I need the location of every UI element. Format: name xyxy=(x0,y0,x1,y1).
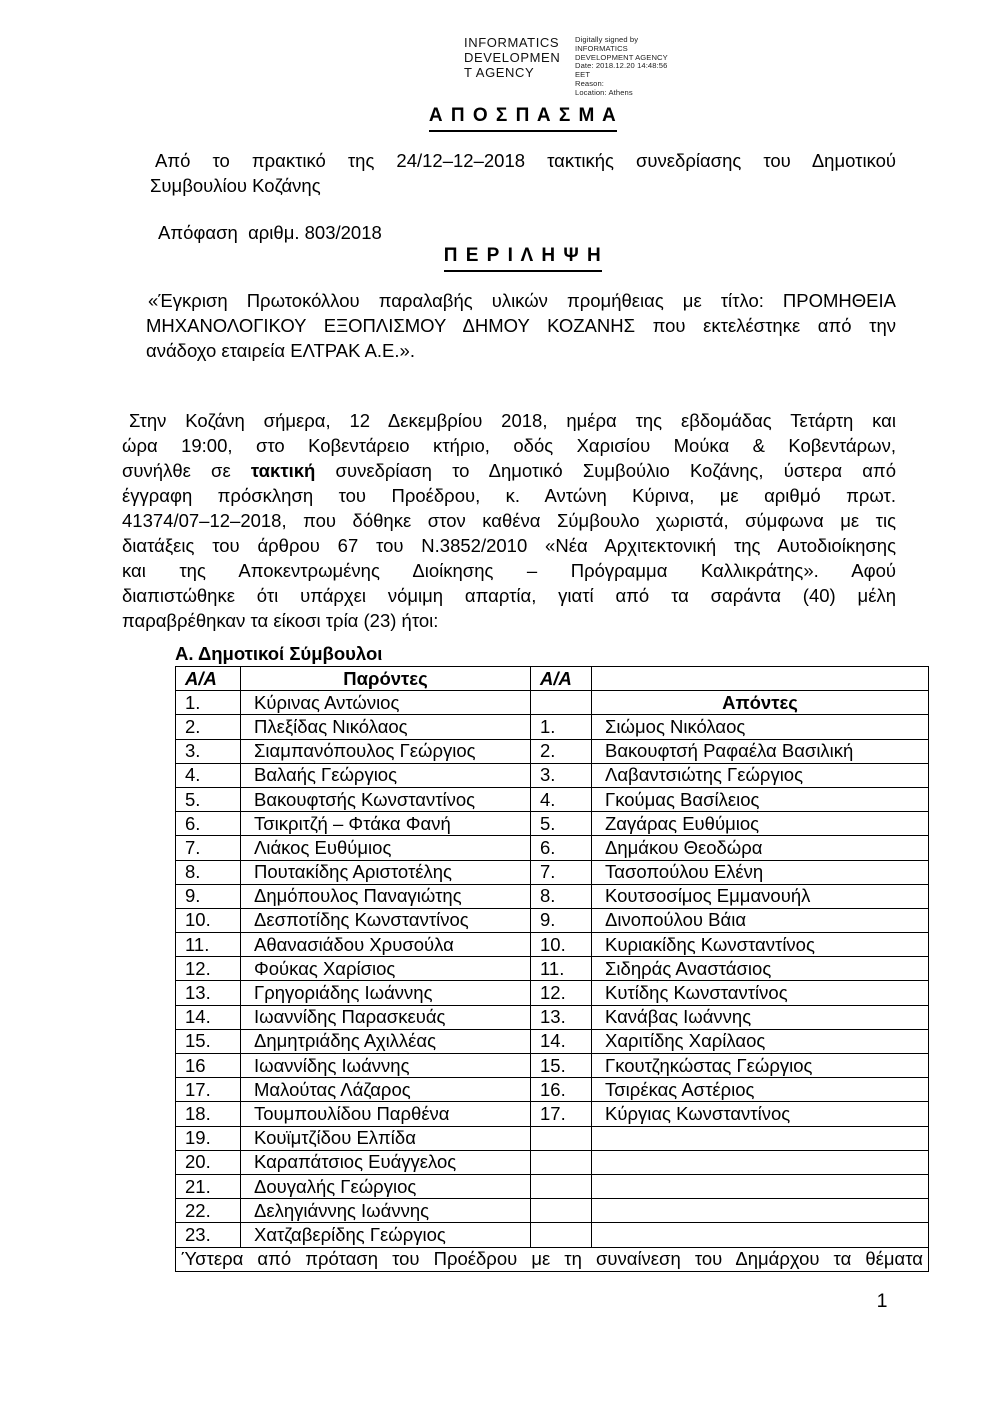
table-number-cell: 10. xyxy=(176,908,241,932)
table-number-cell: 4. xyxy=(176,763,241,787)
signature-line: DEVELOPMENT AGENCY xyxy=(575,52,668,62)
table-name-cell: Βακουφτσή Ραφαέλα Βασιλική xyxy=(592,739,929,763)
table-name-cell: Πλεξίδας Νικόλαος xyxy=(241,715,531,739)
table-name-cell xyxy=(592,1199,929,1223)
table-row xyxy=(176,836,929,860)
summary-line-3: ανάδοχο εταιρεία ΕΛΤΡΑΚ Α.Ε.». xyxy=(146,340,415,361)
table-number-cell: 5. xyxy=(531,812,592,836)
councillors-table xyxy=(175,666,929,1272)
table-number-cell xyxy=(531,1199,592,1223)
body-line-7: και της Αποκεντρωμένης Διοίκησης – Πρόγραμμα Καλλικράτης». Αφού xyxy=(122,560,896,581)
table-number-cell: 2. xyxy=(176,715,241,739)
table-name-cell: Βακουφτσής Κωνσταντίνος xyxy=(241,787,531,811)
table-number-cell: 14. xyxy=(531,1029,592,1053)
table-number-cell xyxy=(531,1126,592,1150)
table-number-cell: 14. xyxy=(176,1005,241,1029)
table-footer-row xyxy=(176,1247,929,1272)
intro-line-1: Από το πρακτικό της 24/12–12–2018 τακτικής συνεδρίασης του Δημοτικού xyxy=(155,150,896,171)
table-number-cell: 22. xyxy=(176,1199,241,1223)
summary-line-2: ΜΗΧΑΝΟΛΟΓΙΚΟΥ ΕΞΟΠΛΙΣΜΟΥ ΔΗΜΟΥ ΚΟΖΑΝΗΣ που εκτελέστηκε από την xyxy=(146,315,896,336)
summary-line-1: «Έγκριση Πρωτοκόλλου παραλαβής υλικών προμήθειας με τίτλο: ΠΡΟΜΗΘΕΙΑ xyxy=(148,290,896,311)
document-title-text: Α Π Ο Σ Π Α Σ Μ Α xyxy=(429,105,617,132)
table-name-cell: Ζαγάρας Ευθύμιος xyxy=(592,812,929,836)
decision-number: Απόφαση αριθμ. 803/2018 xyxy=(158,222,382,243)
table-number-cell: 3. xyxy=(176,739,241,763)
table-header-cell: Α/Α xyxy=(531,667,592,691)
table-number-cell: 15. xyxy=(531,1054,592,1078)
table-row xyxy=(176,933,929,957)
table-row xyxy=(176,1078,929,1102)
table-number-cell: 3. xyxy=(531,763,592,787)
councillors-heading: Α. Δημοτικοί Σύμβουλοι xyxy=(175,643,383,664)
table-name-cell: Τασοπούλου Ελένη xyxy=(592,860,929,884)
table-number-cell: 21. xyxy=(176,1174,241,1198)
table-number-cell: 9. xyxy=(176,884,241,908)
councillors-table-body xyxy=(176,667,929,1272)
table-number-cell xyxy=(531,1150,592,1174)
table-header-row xyxy=(176,667,929,691)
table-header-cell xyxy=(592,667,929,691)
signature-line: Date: 2018.12.20 14:48:56 xyxy=(575,61,668,71)
summary-title-text: Π Ε Ρ Ι Λ Η Ψ Η xyxy=(444,245,603,272)
body-line-8: διαπιστώθηκε ότι υπάρχει νόμιμη απαρτία, γιατί από τα σαράντα (40) μέλη xyxy=(122,585,896,606)
table-name-cell: Δεσποτίδης Κωνσταντίνος xyxy=(241,908,531,932)
table-number-cell: 23. xyxy=(176,1223,241,1247)
table-number-cell: 16 xyxy=(176,1054,241,1078)
body-line-3-post: συνεδρίαση το Δημοτικό Συμβούλιο Κοζάνης, ύστερα από xyxy=(315,460,896,481)
table-name-cell: Σιδηράς Αναστάσιος xyxy=(592,957,929,981)
body-line-5: 41374/07–12–2018, που δόθηκε στον καθένα Σύμβουλο χωριστά, σύμφωνα με τις xyxy=(122,510,896,531)
table-number-cell xyxy=(531,691,592,715)
table-number-cell: 7. xyxy=(531,860,592,884)
table-number-cell: 15. xyxy=(176,1029,241,1053)
table-row xyxy=(176,1174,929,1198)
signature-agency-name xyxy=(464,36,566,98)
signature-line: INFORMATICS xyxy=(464,35,560,50)
table-number-cell: 6. xyxy=(531,836,592,860)
table-name-cell xyxy=(592,1150,929,1174)
table-row xyxy=(176,1029,929,1053)
table-name-cell: Δεληγιάννης Ιωάννης xyxy=(241,1199,531,1223)
table-name-cell: Καραπάτσιος Ευάγγελος xyxy=(241,1150,531,1174)
table-row xyxy=(176,1223,929,1247)
table-name-cell: Κανάβας Ιωάννης xyxy=(592,1005,929,1029)
table-number-cell: 13. xyxy=(176,981,241,1005)
table-number-cell: 4. xyxy=(531,787,592,811)
page-number: 1 xyxy=(876,1290,888,1312)
table-row xyxy=(176,812,929,836)
summary-title xyxy=(122,245,896,272)
table-name-cell: Μαλούτας Λάζαρος xyxy=(241,1078,531,1102)
table-name-cell: Γρηγοριάδης Ιωάννης xyxy=(241,981,531,1005)
table-number-cell: 1. xyxy=(176,691,241,715)
summary-paragraph xyxy=(146,288,896,363)
table-number-cell: 18. xyxy=(176,1102,241,1126)
table-row xyxy=(176,739,929,763)
table-number-cell: 8. xyxy=(176,860,241,884)
table-name-cell: Γκούμας Βασίλειος xyxy=(592,787,929,811)
table-number-cell: 2. xyxy=(531,739,592,763)
table-name-cell xyxy=(592,1223,929,1247)
signature-line: Reason: xyxy=(575,78,604,88)
table-row xyxy=(176,787,929,811)
table-row xyxy=(176,715,929,739)
table-row xyxy=(176,860,929,884)
intro-paragraph xyxy=(150,148,896,198)
table-name-cell xyxy=(592,1126,929,1150)
signature-line: Location: Athens xyxy=(575,87,633,97)
table-name-cell: Δινοπούλου Βάια xyxy=(592,908,929,932)
table-number-cell: 11. xyxy=(531,957,592,981)
table-number-cell: 19. xyxy=(176,1126,241,1150)
table-name-cell: Ιωαννίδης Ιωάννης xyxy=(241,1054,531,1078)
table-number-cell: 7. xyxy=(176,836,241,860)
table-number-cell: 11. xyxy=(176,933,241,957)
table-header-cell: Α/Α xyxy=(176,667,241,691)
table-number-cell: 5. xyxy=(176,787,241,811)
table-number-cell: 16. xyxy=(531,1078,592,1102)
table-name-cell: Απόντες xyxy=(592,691,929,715)
table-name-cell: Δημητριάδης Αχιλλέας xyxy=(241,1029,531,1053)
table-name-cell: Σιώμος Νικόλαος xyxy=(592,715,929,739)
table-number-cell: 10. xyxy=(531,933,592,957)
table-row xyxy=(176,981,929,1005)
table-name-cell: Κύρινας Αντώνιος xyxy=(241,691,531,715)
body-line-2: ώρα 19:00, στο Κοβεντάρειο κτήριο, οδός Χαρισίου Μούκα & Κοβεντάρων, xyxy=(122,435,896,456)
table-row xyxy=(176,1005,929,1029)
body-line-3-pre: συνήλθε σε xyxy=(122,460,251,481)
table-number-cell: 20. xyxy=(176,1150,241,1174)
table-row xyxy=(176,884,929,908)
table-number-cell: 17. xyxy=(531,1102,592,1126)
table-name-cell: Τουμπουλίδου Παρθένα xyxy=(241,1102,531,1126)
table-number-cell: 12. xyxy=(531,981,592,1005)
table-name-cell: Αθανασιάδου Χρυσούλα xyxy=(241,933,531,957)
signature-line: DEVELOPMEN xyxy=(464,49,561,65)
signature-line: INFORMATICS xyxy=(575,43,628,53)
table-name-cell: Πουτακίδης Αριστοτέλης xyxy=(241,860,531,884)
table-name-cell: Τσικριτζή – Φτάκα Φανή xyxy=(241,812,531,836)
table-name-cell xyxy=(592,1174,929,1198)
table-row xyxy=(176,957,929,981)
body-line-9: παραβρέθηκαν τα είκοσι τρία (23) ήτοι: xyxy=(122,610,439,631)
table-header-cell: Παρόντες xyxy=(241,667,531,691)
body-paragraph xyxy=(122,408,896,633)
table-number-cell: 13. xyxy=(531,1005,592,1029)
table-row xyxy=(176,1054,929,1078)
signature-details xyxy=(575,36,668,98)
table-name-cell: Κουϊμτζίδου Ελπίδα xyxy=(241,1126,531,1150)
signature-line: EET xyxy=(575,70,591,80)
table-number-cell: 12. xyxy=(176,957,241,981)
signature-line: T AGENCY xyxy=(464,64,535,80)
table-name-cell: Λιάκος Ευθύμιος xyxy=(241,836,531,860)
table-name-cell: Δουγαλής Γεώργιος xyxy=(241,1174,531,1198)
table-name-cell: Ιωαννίδης Παρασκευάς xyxy=(241,1005,531,1029)
table-number-cell: 8. xyxy=(531,884,592,908)
table-number-cell xyxy=(531,1223,592,1247)
table-name-cell: Κύργιας Κωνσταντίνος xyxy=(592,1102,929,1126)
table-name-cell: Κυτίδης Κωνσταντίνος xyxy=(592,981,929,1005)
body-line-1: Στην Κοζάνη σήμερα, 12 Δεκεμβρίου 2018, ημέρα της εβδομάδας Τετάρτη και xyxy=(129,410,896,431)
table-name-cell: Γκουτζηκώστας Γεώργιος xyxy=(592,1054,929,1078)
table-name-cell: Λαβαντσιώτης Γεώργιος xyxy=(592,763,929,787)
table-number-cell: 17. xyxy=(176,1078,241,1102)
table-number-cell xyxy=(531,1174,592,1198)
table-row xyxy=(176,1199,929,1223)
table-name-cell: Βαλαής Γεώργιος xyxy=(241,763,531,787)
digital-signature-block xyxy=(464,36,668,98)
table-row xyxy=(176,1102,929,1126)
body-line-3 xyxy=(122,458,896,483)
table-row xyxy=(176,691,929,715)
table-row xyxy=(176,908,929,932)
body-line-3-bold: τακτική xyxy=(250,460,316,481)
body-line-6: διατάξεις του άρθρου 67 του Ν.3852/2010 «Νέα Αρχιτεκτονική της Αυτοδιοίκησης xyxy=(122,535,896,556)
body-line-4: έγγραφη πρόσκληση του Προέδρου, κ. Αντώνη Κύρινα, με αριθμό πρωτ. xyxy=(122,485,896,506)
table-name-cell: Δημόπουλος Παναγιώτης xyxy=(241,884,531,908)
table-name-cell: Τσιρέκας Αστέριος xyxy=(592,1078,929,1102)
table-row xyxy=(176,1150,929,1174)
table-name-cell: Δημάκου Θεοδώρα xyxy=(592,836,929,860)
table-number-cell: 6. xyxy=(176,812,241,836)
table-name-cell: Κουτσοσίμος Εμμανουήλ xyxy=(592,884,929,908)
table-name-cell: Κυριακίδης Κωνσταντίνος xyxy=(592,933,929,957)
intro-line-2: Συμβουλίου Κοζάνης xyxy=(150,175,321,196)
table-row xyxy=(176,1126,929,1150)
table-number-cell: 9. xyxy=(531,908,592,932)
table-number-cell: 1. xyxy=(531,715,592,739)
signature-line: Digitally signed by xyxy=(575,35,639,44)
table-name-cell: Φούκας Χαρίσιος xyxy=(241,957,531,981)
table-footer-cell: Ύστερα από πρόταση του Προέδρου με τη συναίνεση του Δημάρχου τα θέματα xyxy=(176,1247,929,1272)
table-name-cell: Χαριτίδης Χαρίλαος xyxy=(592,1029,929,1053)
table-name-cell: Χατζαβερίδης Γεώργιος xyxy=(241,1223,531,1247)
table-row xyxy=(176,763,929,787)
table-name-cell: Σιαμπανόπουλος Γεώργιος xyxy=(241,739,531,763)
document-title xyxy=(122,105,896,132)
